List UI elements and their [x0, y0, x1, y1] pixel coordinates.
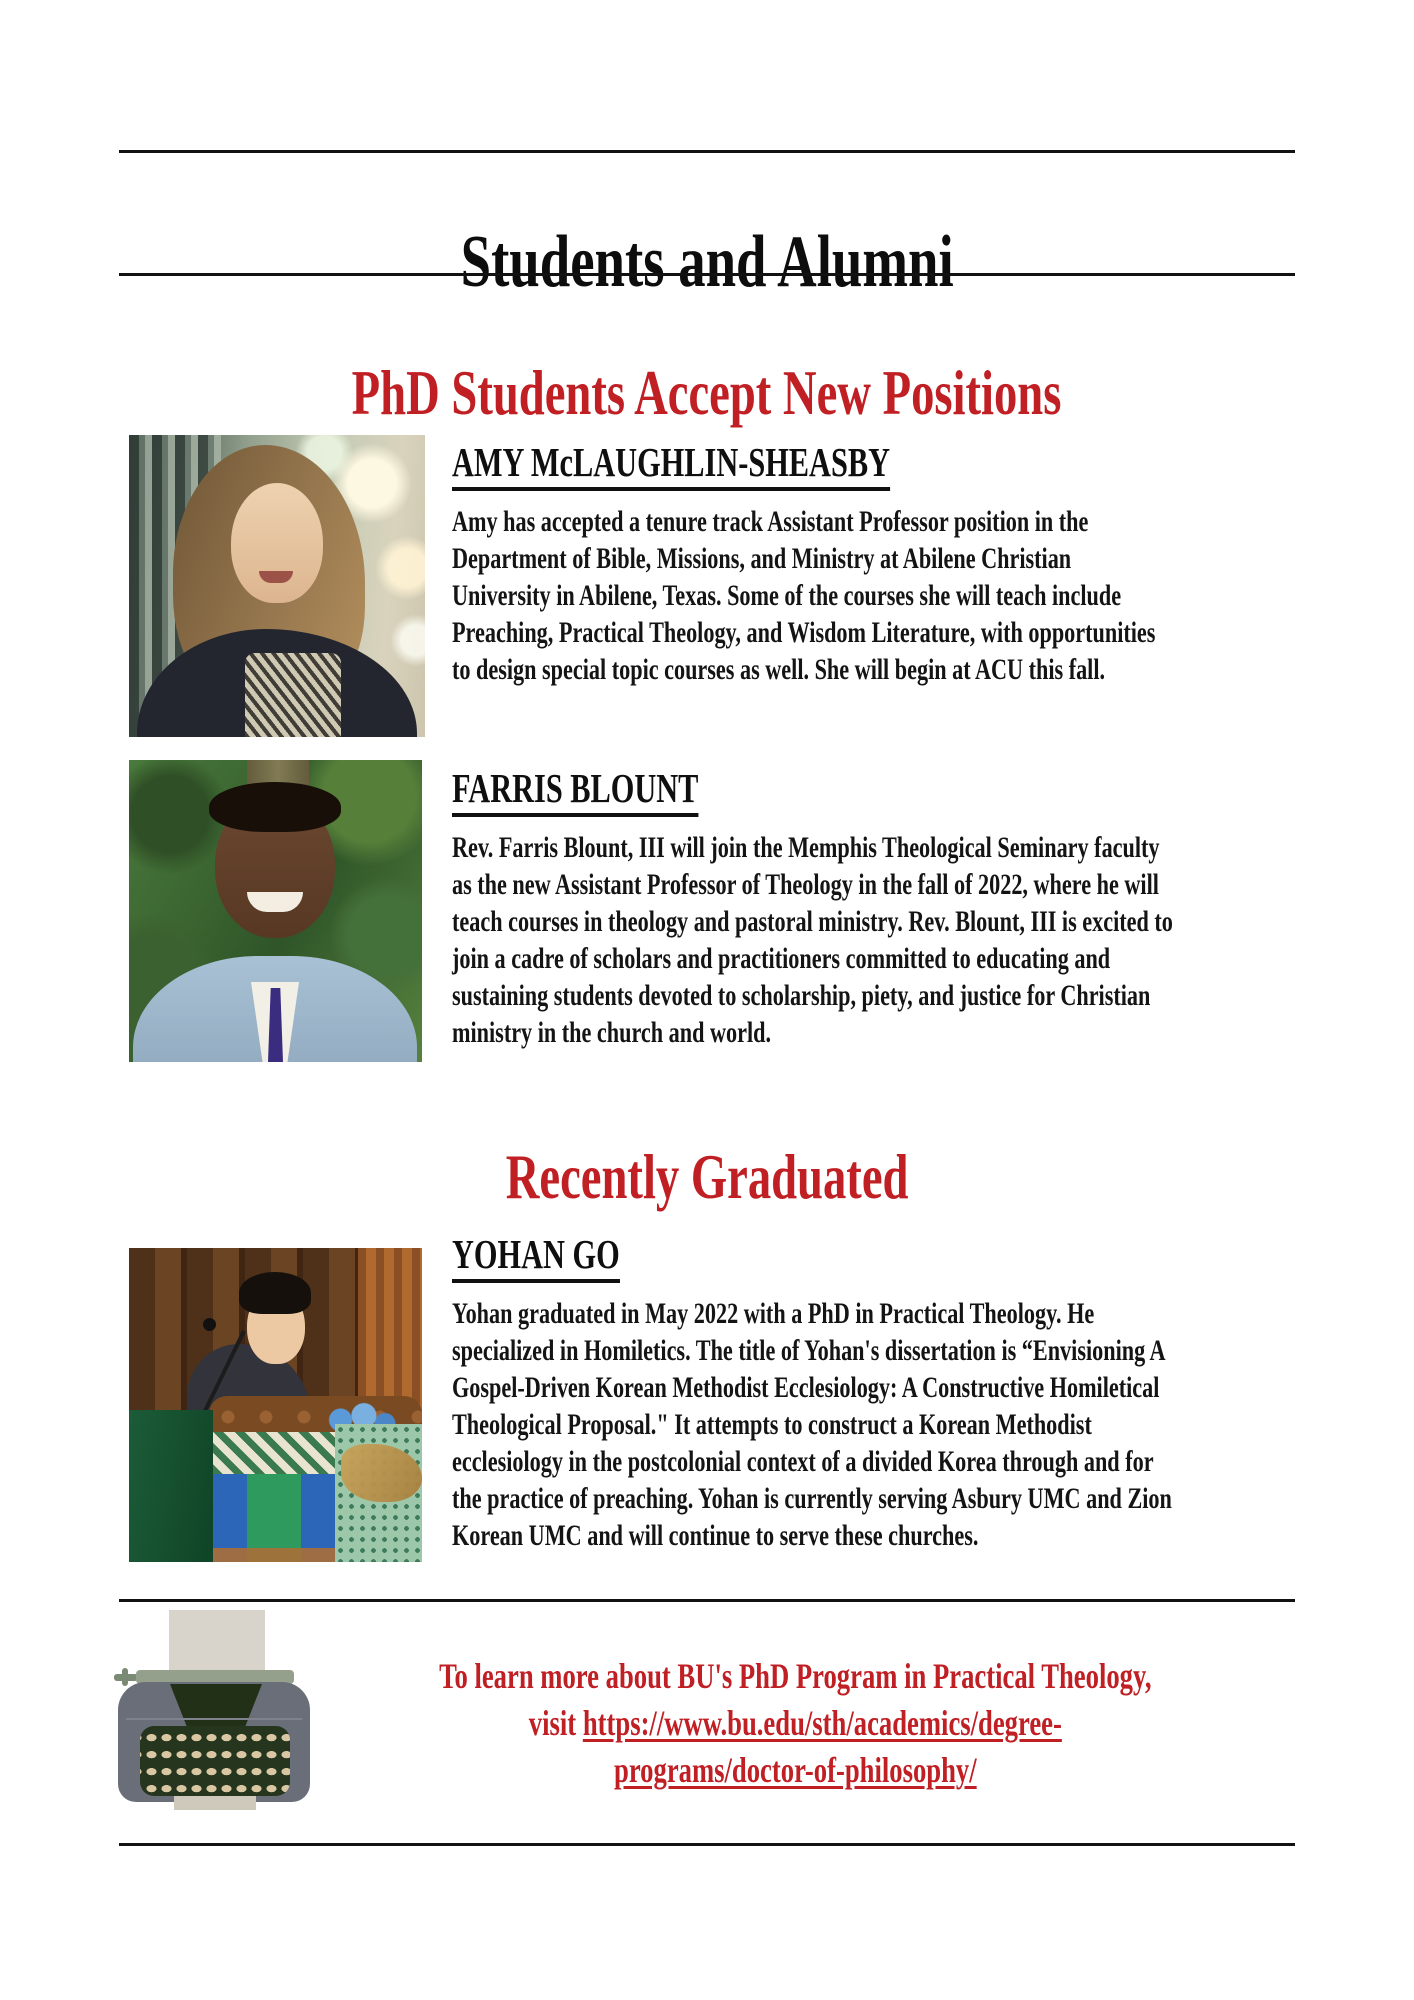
- yohan-photo: [129, 1248, 422, 1562]
- photo-detail: [231, 483, 323, 603]
- photo-detail: [239, 1272, 311, 1314]
- photo-detail: [129, 1410, 213, 1562]
- profile-name-farris: FARRIS BLOUNT: [452, 766, 1414, 817]
- typewriter-detail: [174, 1796, 256, 1810]
- farris-photo: [129, 760, 422, 1062]
- photo-detail: [213, 1432, 335, 1474]
- photo-detail: [203, 1318, 216, 1331]
- yohan-profile-text: [452, 1232, 1414, 1554]
- footer-cta-line1: To learn more about BU's PhD Program in Practical Theology,: [438, 1656, 1152, 1696]
- photo-detail: [213, 1474, 335, 1562]
- page-title-text: Students and Alumni: [460, 220, 954, 303]
- horizontal-divider-under-title: [119, 273, 1295, 276]
- section-heading-recently-graduated: Recently Graduated: [505, 1142, 909, 1213]
- profile-bio-amy: Amy has accepted a tenure track Assistant Professor position in the Department of Bible, Missions, and Ministry at Abilene Christian University in Abilene, Texas. Some of the courses she will teach include Preaching, Practical Theology, and Wisdom Literature, with opportunities to design special topic courses as well. She will begin at ACU this fall.: [452, 505, 1156, 686]
- typewriter-detail: [114, 1674, 138, 1681]
- profile-bio-yohan: Yohan graduated in May 2022 with a PhD in Practical Theology. He specialized in Homiletics. The title of Yohan's dissertation is “Envisioning A Gospel-Driven Korean Methodist Ecclesiology: A Constructive Homiletical Theological Proposal." It attempts to construct a Korean Methodist ecclesiology in the postcolonial context of a divided Korea through and for the practice of preaching. Yohan is currently serving Asbury UMC and Zion Korean UMC and will continue to serve these churches.: [452, 1297, 1172, 1552]
- section-heading-phd-positions: PhD Students Accept New Positions: [352, 358, 1062, 429]
- photo-detail: [209, 782, 341, 832]
- footer-cta: [176, 1653, 1414, 1794]
- horizontal-divider-top: [119, 150, 1295, 153]
- footer-cta-text: [439, 1653, 1151, 1794]
- profile-bio-farris: Rev. Farris Blount, III will join the Memphis Theological Seminary faculty as the new Assistant Professor of Theology in the fall of 2022, where he will teach courses in theology and pastoral ministry. Rev. Blount, III is excited to join a cadre of scholars and practitioners committed to educating and sustaining students devoted to scholarship, piety, and justice for Christian ministry in the church and world.: [452, 831, 1173, 1049]
- farris-profile-text: [452, 766, 1414, 1051]
- horizontal-divider-bottom: [119, 1843, 1295, 1846]
- footer-visit-prefix: visit: [528, 1703, 583, 1743]
- phd-program-link[interactable]: https://www.bu.edu/sth/academics/degree- programs/doctor-of-philosophy/: [582, 1703, 1062, 1790]
- amy-profile-text: [452, 440, 1414, 688]
- page-title: [0, 222, 1414, 302]
- horizontal-divider-above-footer: [119, 1599, 1295, 1602]
- photo-detail: [245, 653, 341, 737]
- profile-name-yohan: YOHAN GO: [452, 1232, 1414, 1283]
- profile-name-amy: AMY McLAUGHLIN-SHEASBY: [452, 440, 1414, 491]
- amy-photo: [129, 435, 425, 737]
